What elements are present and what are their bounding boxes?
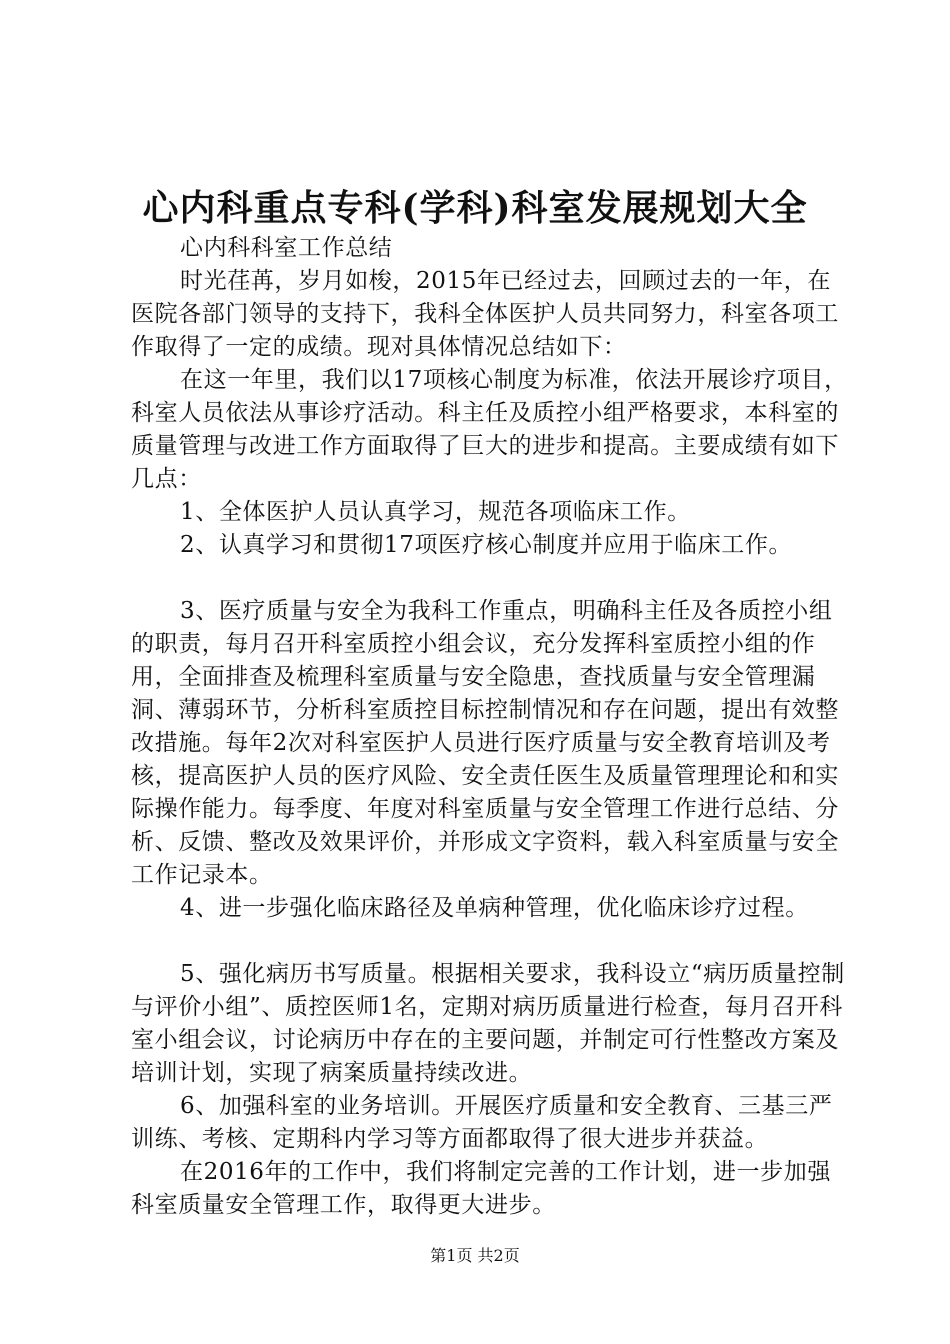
list-item-2: 2、认真学习和贯彻17项医疗核心制度并应用于临床工作。	[180, 532, 793, 558]
document-body	[131, 232, 851, 1222]
document-title: 心内科重点专科(学科)科室发展规划大全	[142, 187, 808, 229]
list-item-1: 1、全体医护人员认真学习，规范各项临床工作。	[180, 499, 691, 525]
page-footer: 第1页 共2页	[430, 1246, 520, 1265]
blank-line	[131, 562, 851, 595]
list-item-3: 3、医疗质量与安全为我科工作重点，明确科主任及各质控小组的职责，每月召开科室质控小组会议，充分发挥科室质控小组的作用，全面排查及梳理科室质量与安全隐患，查找质量与安全管理漏洞、薄弱环节，分析科室质控目标控制情况和存在问题，提出有效整改措施。每年2次对科室医护人员进行医疗质量与安全教育培训及考核，提高医护人员的医疗风险、安全责任医生及质量管理理论和和实际操作能力。每季度、年度对科室质量与安全管理工作进行总结、分析、反馈、整改及效果评价，并形成文字资料，载入科室质量与安全工作记录本。	[131, 598, 839, 888]
list-item-4: 4、进一步强化临床路径及单病种管理，优化临床诊疗过程。	[180, 895, 809, 921]
section-heading: 心内科科室工作总结	[180, 235, 393, 261]
paragraph-conclusion: 在2016年的工作中，我们将制定完善的工作计划，进一步加强科室质量安全管理工作，取得更大进步。	[131, 1159, 831, 1218]
paragraph-overview: 在这一年里，我们以17项核心制度为标准，依法开展诊疗项目，科室人员依法从事诊疗活动。科主任及质控小组严格要求，本科室的质量管理与改进工作方面取得了巨大的进步和提高。主要成绩有如下几点：	[131, 367, 848, 492]
list-item-6: 6、加强科室的业务培训。开展医疗质量和安全教育、三基三严训练、考核、定期科内学习等方面都取得了很大进步并获益。	[131, 1093, 833, 1152]
list-item-5: 5、强化病历书写质量。根据相关要求，我科设立“病历质量控制与评价小组”、质控医师1名，定期对病历质量进行检查，每月召开科室小组会议，讨论病历中存在的主要问题，并制定可行性整改方案及培训计划，实现了病案质量持续改进。	[131, 961, 845, 1086]
blank-line	[131, 925, 851, 958]
paragraph-intro: 时光荏苒，岁月如梭，2015年已经过去，回顾过去的一年，在医院各部门领导的支持下，我科全体医护人员共同努力，科室各项工作取得了一定的成绩。现对具体情况总结如下：	[131, 268, 839, 360]
